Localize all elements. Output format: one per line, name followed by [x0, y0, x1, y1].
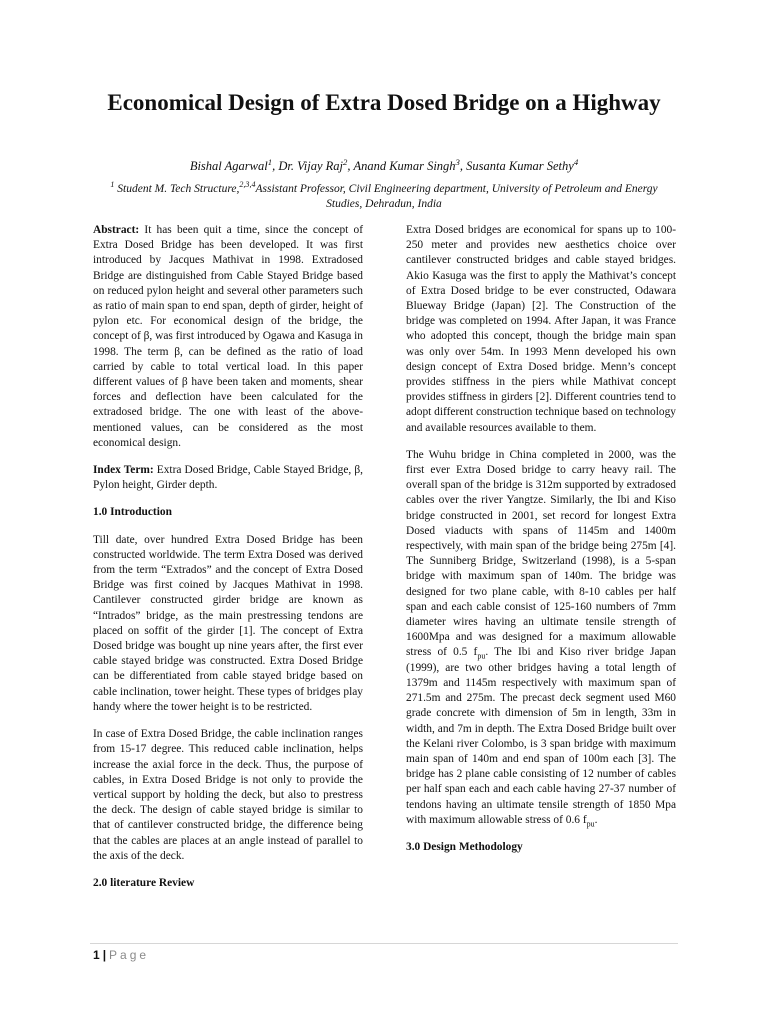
right-column — [406, 223, 676, 867]
footer-separator: | — [102, 948, 107, 962]
author-3: Anand Kumar Singh$^3$, — [353, 156, 467, 173]
section-heading-literature-review: 2.0 literature Review — [93, 876, 195, 889]
author-1: Bishal Agarwal$^1$, — [189, 156, 279, 173]
affiliation: $^1$ Student M. Tech Structure,$^{2,3,4}$Assistant Professor, Civil Engineering department, University of Petroleum and Energy Studies, Dehradun, India — [110, 180, 658, 210]
intro-paragraph-2: In case of Extra Dosed Bridge, the cable inclination ranges from 15-17 degree. This reduced cable inclination, helps increase the axial force in the deck. Thus, the purpose of cables, in Extra Dosed Bridge is not only to provide the vertical support by holding the deck, but also to prestress the deck. The design of cable stayed bridge is similar to that of cantilever constructed bridge, the difference being that the cables are places at an angle instead of parallel to the axis of the deck. — [93, 728, 363, 862]
section-heading-design-methodology: 3.0 Design Methodology — [406, 840, 523, 853]
page-footer — [93, 948, 149, 962]
page-number: 1 — [93, 948, 100, 962]
literature-paragraph-1: Extra Dosed bridges are economical for spans up to 100- 250 meter and provides new aesthetics choice over cantilever constructed bridges and cable stayed bridges. Akio Kasuga was the first to apply the Mathivat’s concept of Extra Dosed bridge to be ever constructed, Odawara Blueway Bridge (Japan) [2]. The Construction of the bridge was completed on 1994. After Japan, it was France who adopted this concept, though the bridge main span was only over 54m. In 1993 Menn developed his own design concept of Extra Dosed bridge. Menn’s concept provides stiffness in the piers while Mathivat concept provides stiffness in girders [2]. Different countries tend to adopt different construction technique based on technology and available resources available to them. — [406, 224, 676, 434]
index-terms: Index Term: Extra Dosed Bridge, Cable Stayed Bridge, β, Pylon height, Girder depth. — [93, 464, 363, 492]
literature-paragraph-2: The Wuhu bridge in China completed in 2000, was the first ever Extra Dosed bridge to carry heavy rail. The overall span of the bridge is 312m supported by extradosed cables over the river Yangtze. Similarly, the Ibi and Kiso bridge constructed in 2001, set record for longest Extra Dosed viaducts with spans of 1145m and 1400m respectively, with main span of the bridge being 275m [4]. The Sunniberg Bridge, Switzerland (1998), is a 5-span bridge with maximum span of 140m. The bridge was designed for two plane cable, with 8-10 cables per half span and each cable consist of 125-160 numbers of 7mm diameter wires having an ultimate tensile strength of 1600Mpa and was designed for a maximum allowable stress of 0.5 $f_{pu}$. The Ibi and Kiso river bridge Japan (1999), are two other bridges having a total length of 1379m and 1145m respectively with maximum span of 271.5m and 275m. The precast deck segment used M60 grade concrete with dimension of 5m in length, 33m in width, and 7m in depth. The Extra Dosed Bridge built over the Kelani river Colombo, is 3 span bridge with maximum main span of 140m and end span of 100m each [3]. The bridge has 2 plane cable consisting of 12 number of cables per half span each and each cable having 27-37 number of tendons having an ultimate tensile strength of 1850 Mpa with maximum allowable stress of 0.6 $f_{pu}$. — [406, 448, 676, 828]
author-2: Dr. Vijay Raj$^2$, — [278, 156, 354, 173]
intro-paragraph-1: Till date, over hundred Extra Dosed Bridge has been constructed worldwide. The term Extra Dosed was derived from the term “Extrados” and the concept of Extra Dosed Bridge was first coined by Jacques Mathivat in 1998. Cantilever constructed girder bridge are known as “Intrados” bridge, as the main prestressing tendons are placed on soffit of the girder [1]. The concept of Extra Dosed bridge was bought up nine years after, the first ever cable stayed bridge was constructed. Extra Dosed Bridge can be differentiated from cable stayed bridge based on cable inclination, tower height. These types of bridges play handy where the tower height is to be restricted. — [93, 533, 363, 713]
paper-title: Economical Design of Extra Dosed Bridge on a Highway — [107, 90, 661, 115]
left-column — [93, 223, 363, 903]
section-heading-introduction: 1.0 Introduction — [93, 506, 172, 519]
author-4: Susanta Kumar Sethy$^4$ — [466, 156, 579, 173]
page-label: Page — [109, 948, 150, 962]
author-list — [92, 158, 676, 174]
abstract: Abstract: It has been quit a time, since the concept of Extra Dosed Bridge has been developed. It was first introduced by Jacques Mathivat in 1998. Extradosed Bridge are distinguished from Cable Stayed Bridge based on reduced pylon height and several other parameters such as ratio of main span to end span, depth of girder, height of pylon etc. For economical design of the bridge, the concept of β, was first introduced by Ogawa and Kasuga in 1998. The term β, can be defined as the ratio of load carried by cable to total vertical load. In this paper different values of β have been taken and moments, shear forces and deflection have been calculated for the extradosed bridge. The one with least of the above-mentioned values, can be considered as the most economical design. — [93, 224, 363, 449]
footer-divider — [90, 943, 678, 944]
